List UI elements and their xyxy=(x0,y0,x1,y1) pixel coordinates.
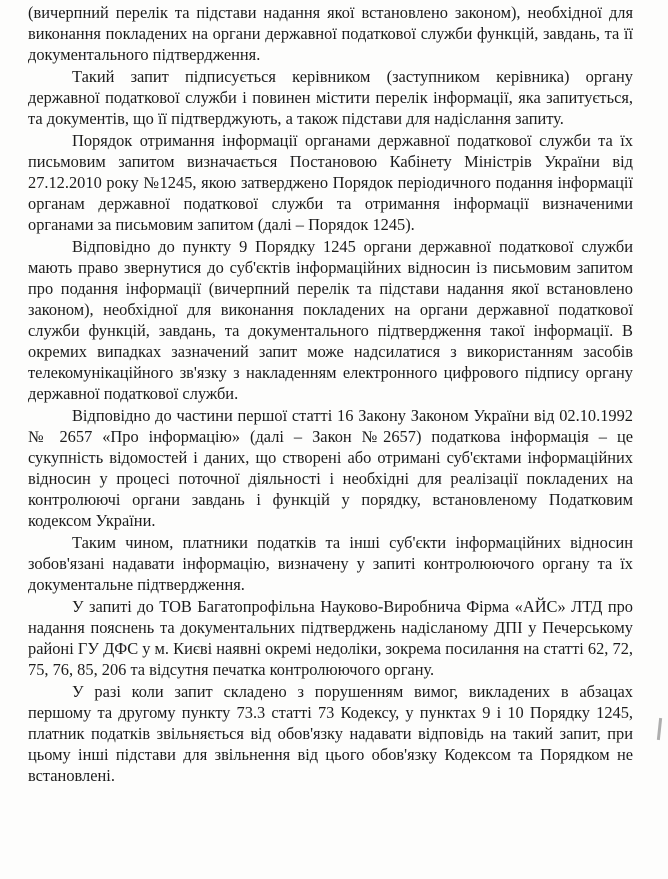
paragraph-continuation: (вичерпний перелік та підстави надання якої встановлено законом), необхідної для виконання покладених на органи державної податкової служби функцій, завдань, та її документального підтвердження. xyxy=(28,3,633,64)
paragraph-request-signature: Такий запит підписується керівником (заступником керівника) органу державної податкової служби і повинен містити перелік інформації, яка запитується, та документів, що її підтверджують, а також підстави для надіслання запиту. xyxy=(28,67,633,128)
paragraph-item-9: Відповідно до пункту 9 Порядку 1245 органи державної податкової служби мають право звернутися до суб'єктів інформаційних відносин із письмовим запитом про подання інформації (вичерпний перелік та підстави надання якої встановлено законом), необхідної для виконання покладених на органи державної податкової служби функцій, завдань, та документального підтвердження такої інформації. В окремих випадках зазначений запит може надсилатися з використанням засобів телекомунікаційного зв'язку з накладенням електронного цифрового підпису органу державної податкової служби. xyxy=(28,237,633,403)
paragraph-article-16: Відповідно до частини першої статті 16 Закону Законом України від 02.10.1992 № 2657 «Про інформацію» (далі – Закон №2657) податкова інформація – це сукупність відомостей і даних, що створені або отримані суб'єктами інформаційних відносин у процесі поточної діяльності і необхідні для реалізації покладених на контролюючі органи завдань і функцій у порядку, встановленому Податковим кодексом України. xyxy=(28,406,633,530)
document-body xyxy=(28,2,633,787)
paragraph-procedure-1245: Порядок отримання інформації органами державної податкової служби та їх письмовим запитом визначається Постановою Кабінету Міністрів України від 27.12.2010 року №1245, якою затверджено Порядок періодичного подання інформації органам державної податкової служби та отримання інформації визначеними органами за письмовим запитом (далі – Порядок 1245). xyxy=(28,131,633,234)
paragraph-exemption: У разі коли запит складено з порушенням вимог, викладених в абзацах першому та другому пункту 73.3 статті 73 Кодексу, у пунктах 9 і 10 Порядку 1245, платник податків звільняється від обов'язку надавати відповідь на такий запит, при цьому інші підстави для звільнення від цього обов'язку Кодексом та Порядком не встановлені. xyxy=(28,682,633,785)
paragraph-conclusion: Таким чином, платники податків та інші суб'єкти інформаційних відносин зобов'язані надавати інформацію, визначену у запиті контролюючого органу та їх документальне підтвердження. xyxy=(28,533,633,594)
scan-artifact-mark xyxy=(657,718,662,740)
paragraph-request-defects: У запиті до ТОВ Багатопрофільна Науково-Виробнича Фірма «АЙС» ЛТД про надання пояснень та документальних підтверджень надісланому ДПІ у Печерському районі ГУ ДФС у м. Києві наявні окремі недоліки, зокрема посилання на статті 62, 72, 75, 76, 85, 206 та відсутня печатка контролюючого органу. xyxy=(28,597,633,679)
